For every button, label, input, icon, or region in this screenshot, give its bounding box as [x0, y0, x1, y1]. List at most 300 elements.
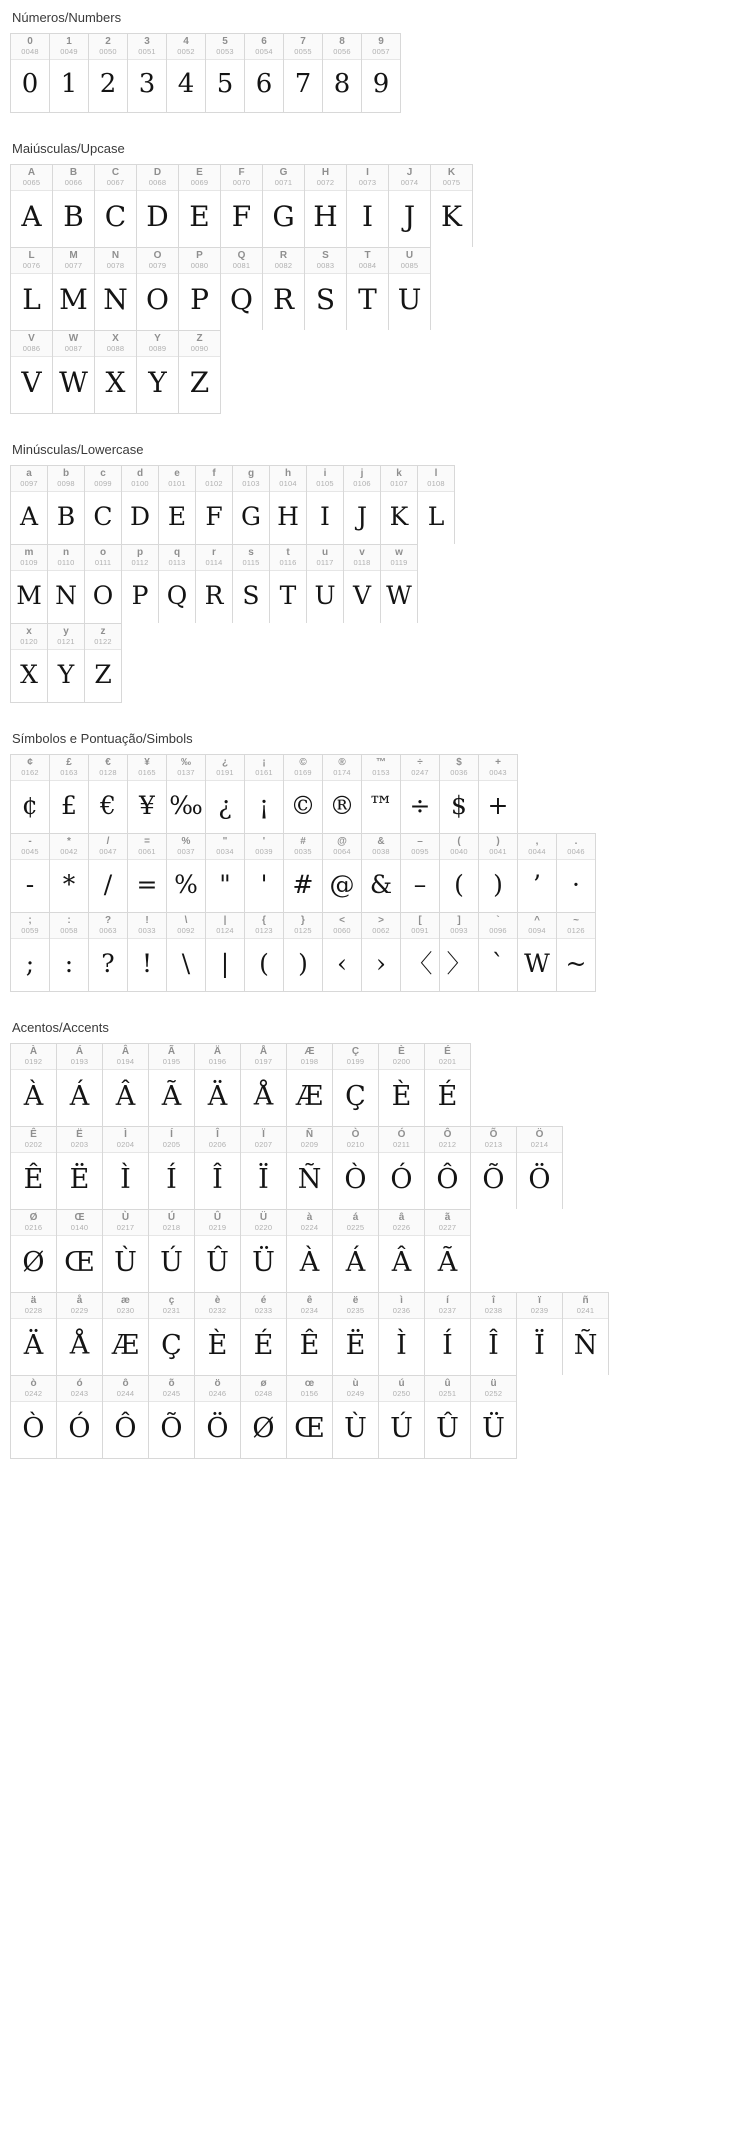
glyph-cell[interactable]: [167, 34, 206, 112]
glyph-preview: V: [352, 580, 372, 610]
glyph-preview: T: [279, 580, 297, 610]
glyph-char-code: 0039: [255, 846, 273, 856]
glyph-cell[interactable]: [179, 248, 221, 330]
glyph-char-code: 0246: [208, 1388, 227, 1398]
glyph-cell[interactable]: [241, 1044, 287, 1126]
glyph-cell[interactable]: [95, 331, 137, 413]
glyph-cell[interactable]: [333, 1376, 379, 1458]
glyph-char-code: 0213: [484, 1139, 503, 1149]
glyph-meta: [95, 248, 136, 274]
glyph-cell[interactable]: [50, 34, 89, 112]
glyph-cell[interactable]: [381, 466, 418, 544]
glyph-cell[interactable]: [195, 1210, 241, 1292]
glyph-cell[interactable]: [381, 545, 418, 623]
glyph-char-code: 0095: [411, 846, 429, 856]
glyph-cell[interactable]: [241, 1127, 287, 1209]
glyph-preview: Q: [166, 580, 188, 610]
glyph-cell[interactable]: [122, 466, 159, 544]
glyph-preview: É: [253, 1329, 274, 1361]
glyph-cell[interactable]: [128, 834, 167, 912]
glyph-cell[interactable]: [270, 545, 307, 623]
glyph-char-name: B: [69, 167, 78, 179]
glyph-meta: [11, 755, 49, 781]
glyph-char-code: 0210: [346, 1139, 365, 1149]
glyph-cell[interactable]: [103, 1044, 149, 1126]
glyph-preview: Æ: [295, 1080, 324, 1112]
glyph-preview: *: [62, 869, 76, 899]
glyph-cell[interactable]: [333, 1044, 379, 1126]
glyph-cell[interactable]: [389, 165, 431, 247]
glyph-cell[interactable]: [518, 913, 557, 991]
glyph-preview: Ú: [390, 1412, 413, 1444]
glyph-cell[interactable]: [149, 1210, 195, 1292]
glyph-preview: Ã: [437, 1246, 458, 1278]
glyph-preview: 8: [333, 69, 351, 99]
glyph-meta: [287, 1044, 332, 1070]
glyph-cell[interactable]: [431, 165, 473, 247]
glyph-cell[interactable]: [53, 331, 95, 413]
glyph-char-code: 0118: [353, 557, 371, 567]
glyph-char-name: 7: [300, 36, 306, 48]
glyph-cell[interactable]: [270, 466, 307, 544]
glyph-row: [10, 1043, 471, 1126]
glyph-preview: ": [219, 869, 231, 899]
glyph-cell[interactable]: [195, 1044, 241, 1126]
glyph-char-name: é: [260, 1295, 267, 1307]
glyph-meta: [241, 1376, 286, 1402]
glyph-cell[interactable]: [379, 1376, 425, 1458]
glyph-cell[interactable]: [307, 545, 344, 623]
glyph-char-code: 0230: [116, 1305, 135, 1315]
glyph-cell[interactable]: [11, 34, 50, 112]
glyph-cell[interactable]: [11, 165, 53, 247]
glyph-char-name: 1: [66, 36, 72, 48]
glyph-cell[interactable]: [89, 755, 128, 833]
glyph-cell[interactable]: [347, 248, 389, 330]
glyph-cell[interactable]: [11, 1293, 57, 1375]
glyph-meta: [95, 331, 136, 357]
glyph-preview: F: [231, 200, 252, 233]
glyph-char-name: X: [112, 333, 119, 345]
glyph-cell[interactable]: [263, 248, 305, 330]
glyph-cell[interactable]: [85, 466, 122, 544]
glyph-cell[interactable]: [284, 34, 323, 112]
glyph-cell[interactable]: [149, 1293, 195, 1375]
glyph-char-code: 0119: [390, 557, 408, 567]
glyph-cell[interactable]: [557, 834, 596, 912]
glyph-cell[interactable]: [479, 834, 518, 912]
glyph-cell[interactable]: [103, 1293, 149, 1375]
glyph-cell[interactable]: [206, 755, 245, 833]
glyph-cell[interactable]: [11, 545, 48, 623]
glyph-meta: [233, 545, 269, 571]
glyph-preview: J: [356, 501, 368, 531]
glyph-char-code: 0234: [300, 1305, 319, 1315]
glyph-meta: [149, 1376, 194, 1402]
glyph-char-code: 0076: [22, 260, 41, 270]
glyph-preview: Ë: [69, 1163, 90, 1195]
glyph-cell[interactable]: [557, 913, 596, 991]
glyph-char-code: 0101: [168, 478, 186, 488]
glyph-cell[interactable]: [425, 1376, 471, 1458]
glyph-preview: +: [487, 790, 509, 820]
glyph-cell[interactable]: [11, 834, 50, 912]
glyph-cell[interactable]: [48, 545, 85, 623]
glyph-cell[interactable]: [307, 466, 344, 544]
glyph-cell[interactable]: [167, 834, 206, 912]
glyph-cell[interactable]: [11, 624, 48, 702]
glyph-char-name: ]: [457, 915, 461, 927]
glyph-cell[interactable]: [287, 1376, 333, 1458]
glyph-preview: :: [64, 948, 74, 978]
glyph-preview: 6: [255, 69, 273, 99]
glyph-char-name: e: [174, 468, 180, 480]
glyph-cell[interactable]: [95, 248, 137, 330]
glyph-cell[interactable]: [333, 1210, 379, 1292]
glyph-cell[interactable]: [284, 834, 323, 912]
glyph-cell[interactable]: [57, 1127, 103, 1209]
section-numbers: [10, 8, 720, 113]
glyph-preview: €: [100, 790, 116, 820]
glyph-cell[interactable]: [379, 1127, 425, 1209]
glyph-cell[interactable]: [179, 331, 221, 413]
glyph-cell[interactable]: [149, 1044, 195, 1126]
glyph-char-code: 0070: [232, 177, 251, 187]
glyph-meta: [48, 466, 84, 492]
glyph-cell[interactable]: [440, 834, 479, 912]
glyph-cell[interactable]: [362, 834, 401, 912]
glyph-cell[interactable]: [85, 545, 122, 623]
glyph-cell[interactable]: [11, 1044, 57, 1126]
glyph-cell[interactable]: [245, 755, 284, 833]
glyph-char-code: 0088: [106, 343, 125, 353]
glyph-char-code: 0220: [254, 1222, 273, 1232]
glyph-char-name: Æ: [304, 1046, 315, 1058]
glyph-cell[interactable]: [137, 248, 179, 330]
glyph-cell[interactable]: [57, 1210, 103, 1292]
glyph-cell[interactable]: [323, 34, 362, 112]
glyph-cell[interactable]: [379, 1293, 425, 1375]
glyph-meta: [440, 834, 478, 860]
glyph-cell[interactable]: [221, 248, 263, 330]
glyph-cell[interactable]: [103, 1127, 149, 1209]
glyph-cell[interactable]: [425, 1044, 471, 1126]
glyph-cell[interactable]: [241, 1210, 287, 1292]
glyph-preview: ÷: [409, 790, 431, 820]
glyph-cell[interactable]: [57, 1376, 103, 1458]
glyph-cell[interactable]: [517, 1293, 563, 1375]
glyph-preview: Ä: [23, 1329, 44, 1361]
glyph-cell[interactable]: [11, 1127, 57, 1209]
glyph-meta: [270, 466, 306, 492]
glyph-char-name: É: [444, 1046, 451, 1058]
glyph-char-name: F: [238, 167, 245, 179]
glyph-cell[interactable]: [196, 466, 233, 544]
glyph-preview: ?: [101, 948, 115, 978]
glyph-char-name: ü: [490, 1378, 497, 1390]
glyph-cell[interactable]: [287, 1210, 333, 1292]
glyph-char-name: Ø: [29, 1212, 38, 1224]
glyph-cell[interactable]: [48, 624, 85, 702]
glyph-cell[interactable]: [233, 545, 270, 623]
glyph-preview: U: [314, 580, 336, 610]
glyph-cell[interactable]: [362, 755, 401, 833]
glyph-cell[interactable]: [305, 165, 347, 247]
glyph-cell[interactable]: [518, 834, 557, 912]
glyph-cell[interactable]: [517, 1127, 563, 1209]
glyph-cell[interactable]: [128, 913, 167, 991]
glyph-char-code: 0057: [372, 46, 390, 56]
glyph-preview: 1: [60, 69, 78, 99]
glyph-cell[interactable]: [440, 755, 479, 833]
glyph-preview: Ò: [22, 1412, 45, 1444]
glyph-char-code: 0081: [232, 260, 251, 270]
glyph-meta: [195, 1376, 240, 1402]
glyph-cell[interactable]: [206, 834, 245, 912]
glyph-cell[interactable]: [11, 248, 53, 330]
glyph-char-code: 0117: [316, 557, 334, 567]
glyph-cell[interactable]: [89, 834, 128, 912]
glyph-preview: Ã: [161, 1080, 182, 1112]
glyph-char-code: 0041: [489, 846, 507, 856]
glyph-cell[interactable]: [333, 1127, 379, 1209]
glyph-cell[interactable]: [425, 1210, 471, 1292]
glyph-cell[interactable]: [233, 466, 270, 544]
glyph-preview: X: [20, 659, 38, 689]
glyph-char-code: 0163: [60, 767, 78, 777]
glyph-char-name: x: [26, 626, 32, 638]
glyph-preview: V: [21, 366, 42, 399]
glyph-preview: Z: [189, 366, 210, 399]
glyph-cell[interactable]: [263, 165, 305, 247]
glyph-cell[interactable]: [11, 331, 53, 413]
glyph-char-code: 0228: [24, 1305, 43, 1315]
glyph-meta: [103, 1210, 148, 1236]
glyph-cell[interactable]: [362, 34, 401, 112]
glyph-cell[interactable]: [85, 624, 122, 702]
glyph-cell[interactable]: [57, 1044, 103, 1126]
glyph-cell[interactable]: [471, 1127, 517, 1209]
glyph-cell[interactable]: [323, 913, 362, 991]
glyph-cell[interactable]: [122, 545, 159, 623]
glyph-cell[interactable]: [50, 755, 89, 833]
glyph-cell[interactable]: [167, 913, 206, 991]
glyph-char-code: 0113: [168, 557, 186, 567]
glyph-meta: [195, 1293, 240, 1319]
glyph-preview: (: [259, 948, 269, 978]
glyph-cell[interactable]: [53, 248, 95, 330]
glyph-cell[interactable]: [401, 834, 440, 912]
glyph-cell[interactable]: [167, 755, 206, 833]
glyph-cell[interactable]: [149, 1376, 195, 1458]
glyph-cell[interactable]: [50, 834, 89, 912]
glyph-grid: [10, 465, 720, 703]
glyph-char-name: è: [214, 1295, 221, 1307]
glyph-char-code: 0059: [21, 925, 39, 935]
glyph-cell[interactable]: [479, 913, 518, 991]
glyph-cell[interactable]: [103, 1210, 149, 1292]
glyph-char-code: 0084: [358, 260, 377, 270]
glyph-char-name: ò: [30, 1378, 37, 1390]
glyph-cell[interactable]: [48, 466, 85, 544]
glyph-preview: I: [361, 200, 374, 233]
glyph-cell[interactable]: [11, 1376, 57, 1458]
glyph-char-name: a: [26, 468, 32, 480]
glyph-cell[interactable]: [245, 34, 284, 112]
glyph-char-name: ç: [168, 1295, 175, 1307]
glyph-cell[interactable]: [287, 1127, 333, 1209]
glyph-cell[interactable]: [53, 165, 95, 247]
glyph-cell[interactable]: [347, 165, 389, 247]
glyph-char-code: 0244: [116, 1388, 135, 1398]
glyph-cell[interactable]: [425, 1293, 471, 1375]
glyph-char-name: ö: [214, 1378, 221, 1390]
glyph-cell[interactable]: [344, 545, 381, 623]
glyph-char-code: 0082: [274, 260, 293, 270]
glyph-char-name: I: [366, 167, 369, 179]
glyph-cell[interactable]: [284, 913, 323, 991]
glyph-cell[interactable]: [159, 466, 196, 544]
glyph-cell[interactable]: [401, 913, 440, 991]
glyph-char-name: D: [153, 167, 162, 179]
glyph-meta: [471, 1293, 516, 1319]
glyph-cell[interactable]: [206, 913, 245, 991]
glyph-preview: ©: [290, 790, 316, 820]
glyph-char-name: ?: [104, 915, 112, 927]
glyph-char-name: í: [446, 1295, 449, 1307]
glyph-preview: \: [181, 948, 191, 978]
glyph-cell[interactable]: [418, 466, 455, 544]
glyph-char-code: 0165: [138, 767, 156, 777]
glyph-cell[interactable]: [195, 1293, 241, 1375]
glyph-char-code: 0250: [392, 1388, 411, 1398]
glyph-cell[interactable]: [344, 466, 381, 544]
glyph-cell[interactable]: [245, 834, 284, 912]
glyph-char-name: Ï: [262, 1129, 265, 1141]
glyph-cell[interactable]: [89, 34, 128, 112]
glyph-meta: [241, 1210, 286, 1236]
glyph-cell[interactable]: [89, 913, 128, 991]
glyph-cell[interactable]: [323, 755, 362, 833]
glyph-cell[interactable]: [196, 545, 233, 623]
glyph-grid: [10, 754, 720, 992]
glyph-cell[interactable]: [195, 1127, 241, 1209]
glyph-cell[interactable]: [149, 1127, 195, 1209]
glyph-cell[interactable]: [95, 165, 137, 247]
glyph-cell[interactable]: [284, 755, 323, 833]
glyph-cell[interactable]: [379, 1210, 425, 1292]
glyph-cell[interactable]: [195, 1376, 241, 1458]
glyph-cell[interactable]: [471, 1293, 517, 1375]
glyph-meta: [11, 1210, 56, 1236]
glyph-meta: [103, 1127, 148, 1153]
glyph-preview: Ç: [345, 1080, 366, 1112]
glyph-char-name: à: [306, 1212, 313, 1224]
glyph-cell[interactable]: [137, 331, 179, 413]
glyph-cell[interactable]: [471, 1376, 517, 1458]
glyph-char-code: 0075: [442, 177, 461, 187]
glyph-char-code: 0062: [372, 925, 390, 935]
glyph-cell[interactable]: [221, 165, 263, 247]
glyph-cell[interactable]: [57, 1293, 103, 1375]
glyph-char-code: 0197: [254, 1056, 273, 1066]
glyph-cell[interactable]: [11, 466, 48, 544]
glyph-cell[interactable]: [245, 913, 284, 991]
glyph-char-name: À: [29, 1046, 38, 1058]
glyph-cell[interactable]: [362, 913, 401, 991]
glyph-cell[interactable]: [333, 1293, 379, 1375]
glyph-char-name: Ç: [351, 1046, 360, 1058]
glyph-preview: ›: [376, 948, 386, 978]
glyph-meta: [57, 1044, 102, 1070]
glyph-meta: [287, 1210, 332, 1236]
glyph-preview: È: [391, 1080, 412, 1112]
glyph-preview: T: [358, 283, 377, 316]
glyph-cell[interactable]: [425, 1127, 471, 1209]
glyph-char-name: Ö: [535, 1129, 544, 1141]
glyph-preview: È: [207, 1329, 228, 1361]
glyph-meta: [287, 1127, 332, 1153]
glyph-cell[interactable]: [305, 248, 347, 330]
glyph-cell[interactable]: [401, 755, 440, 833]
glyph-meta: [381, 466, 417, 492]
glyph-cell[interactable]: [287, 1293, 333, 1375]
glyph-meta: [53, 331, 94, 357]
glyph-char-code: 0192: [24, 1056, 43, 1066]
glyph-char-code: 0066: [64, 177, 83, 187]
glyph-char-code: 0120: [20, 636, 38, 646]
glyph-cell[interactable]: [128, 755, 167, 833]
glyph-meta: [11, 1293, 56, 1319]
glyph-preview: 9: [372, 69, 390, 99]
glyph-cell[interactable]: [440, 913, 479, 991]
glyph-cell[interactable]: [479, 755, 518, 833]
glyph-cell[interactable]: [389, 248, 431, 330]
glyph-cell[interactable]: [137, 165, 179, 247]
glyph-cell[interactable]: [241, 1376, 287, 1458]
glyph-cell[interactable]: [159, 545, 196, 623]
glyph-row: [10, 1209, 471, 1292]
glyph-cell[interactable]: [179, 165, 221, 247]
glyph-row: [10, 465, 455, 544]
glyph-cell[interactable]: [287, 1044, 333, 1126]
glyph-meta: [440, 755, 478, 781]
glyph-cell[interactable]: [11, 755, 50, 833]
glyph-cell[interactable]: [206, 34, 245, 112]
glyph-preview: ): [298, 948, 308, 978]
glyph-row: [10, 754, 518, 833]
glyph-char-name: w: [395, 547, 403, 559]
glyph-char-name: :: [67, 915, 71, 927]
glyph-cell[interactable]: [50, 913, 89, 991]
glyph-char-name: ÷: [417, 757, 423, 769]
glyph-cell[interactable]: [103, 1376, 149, 1458]
glyph-meta: [159, 466, 195, 492]
glyph-cell[interactable]: [128, 34, 167, 112]
glyph-cell[interactable]: [379, 1044, 425, 1126]
glyph-preview: Ê: [299, 1329, 320, 1361]
glyph-preview: Û: [206, 1246, 229, 1278]
glyph-preview: A: [21, 200, 42, 233]
glyph-cell[interactable]: [11, 913, 50, 991]
glyph-cell[interactable]: [323, 834, 362, 912]
glyph-cell[interactable]: [241, 1293, 287, 1375]
glyph-char-code: 0248: [254, 1388, 273, 1398]
glyph-cell[interactable]: [11, 1210, 57, 1292]
glyph-char-name: u: [321, 547, 329, 559]
glyph-cell[interactable]: [563, 1293, 609, 1375]
glyph-meta: [471, 1127, 516, 1153]
